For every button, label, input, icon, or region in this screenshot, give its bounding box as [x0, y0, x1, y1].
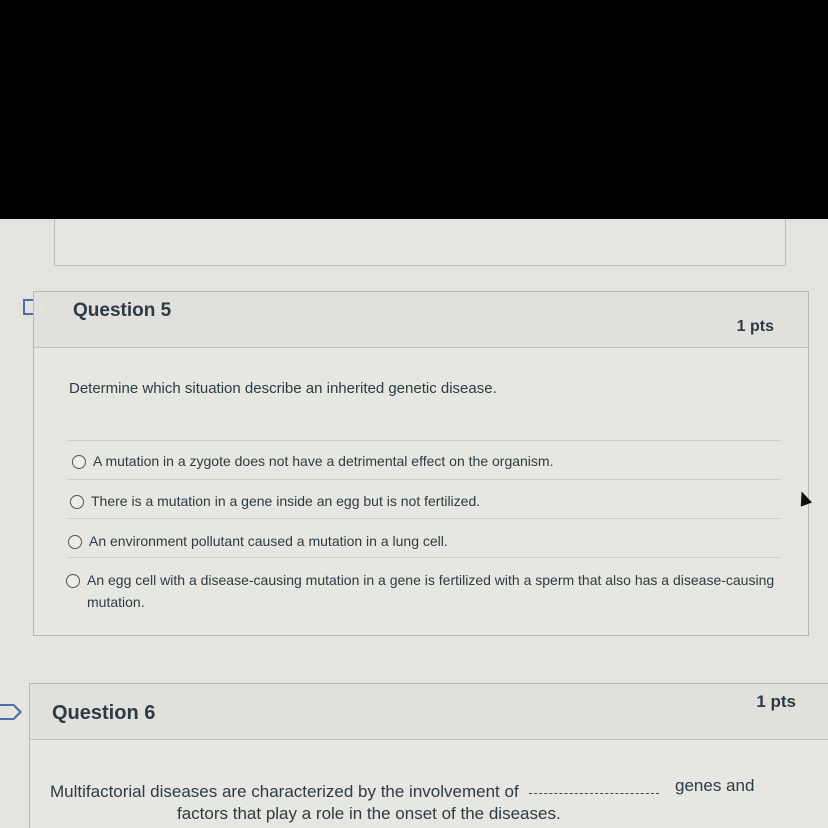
question-points: 1 pts	[736, 318, 774, 335]
answer-option-4[interactable]	[66, 573, 780, 613]
answer-label: A mutation in a zygote does not have a detrimental effect on the organism.	[93, 453, 554, 469]
answer-option-1[interactable]	[72, 454, 553, 472]
divider	[67, 518, 781, 519]
question-prompt: Determine which situation describe an inherited genetic disease.	[69, 380, 497, 397]
question-points: 1 pts	[756, 692, 796, 711]
fill-in-blank-1[interactable]	[529, 793, 659, 794]
prompt-text: Multifactorial diseases are characterized by the involvement of	[50, 782, 519, 801]
question-title: Question 5	[73, 300, 172, 321]
radio-icon[interactable]	[66, 574, 80, 588]
answer-option-3[interactable]	[68, 534, 448, 552]
divider	[67, 440, 781, 441]
answer-option-2[interactable]	[70, 494, 480, 512]
divider	[67, 557, 781, 558]
question-6-card	[29, 683, 828, 828]
answer-label: An egg cell with a disease-causing mutation in a gene is fertilized with a sperm that also has a disease-causing mutation.	[87, 572, 775, 610]
radio-icon[interactable]	[72, 455, 86, 469]
flag-icon[interactable]	[0, 704, 14, 720]
prompt-text: factors that play a role in the onset of the diseases.	[177, 804, 561, 823]
question-5-card	[33, 291, 809, 636]
divider	[67, 479, 781, 480]
answer-label: An environment pollutant caused a mutation in a lung cell.	[89, 533, 448, 549]
previous-answer-box[interactable]	[54, 219, 786, 266]
answer-label: There is a mutation in a gene inside an egg but is not fertilized.	[91, 493, 481, 509]
question-6-header	[30, 684, 828, 740]
prompt-text: genes and	[675, 776, 755, 795]
radio-icon[interactable]	[70, 495, 84, 509]
question-5-header	[34, 292, 808, 348]
radio-icon[interactable]	[68, 535, 82, 549]
question-title: Question 6	[52, 702, 156, 724]
quiz-page	[0, 219, 828, 828]
question-prompt-line-1	[50, 782, 665, 802]
